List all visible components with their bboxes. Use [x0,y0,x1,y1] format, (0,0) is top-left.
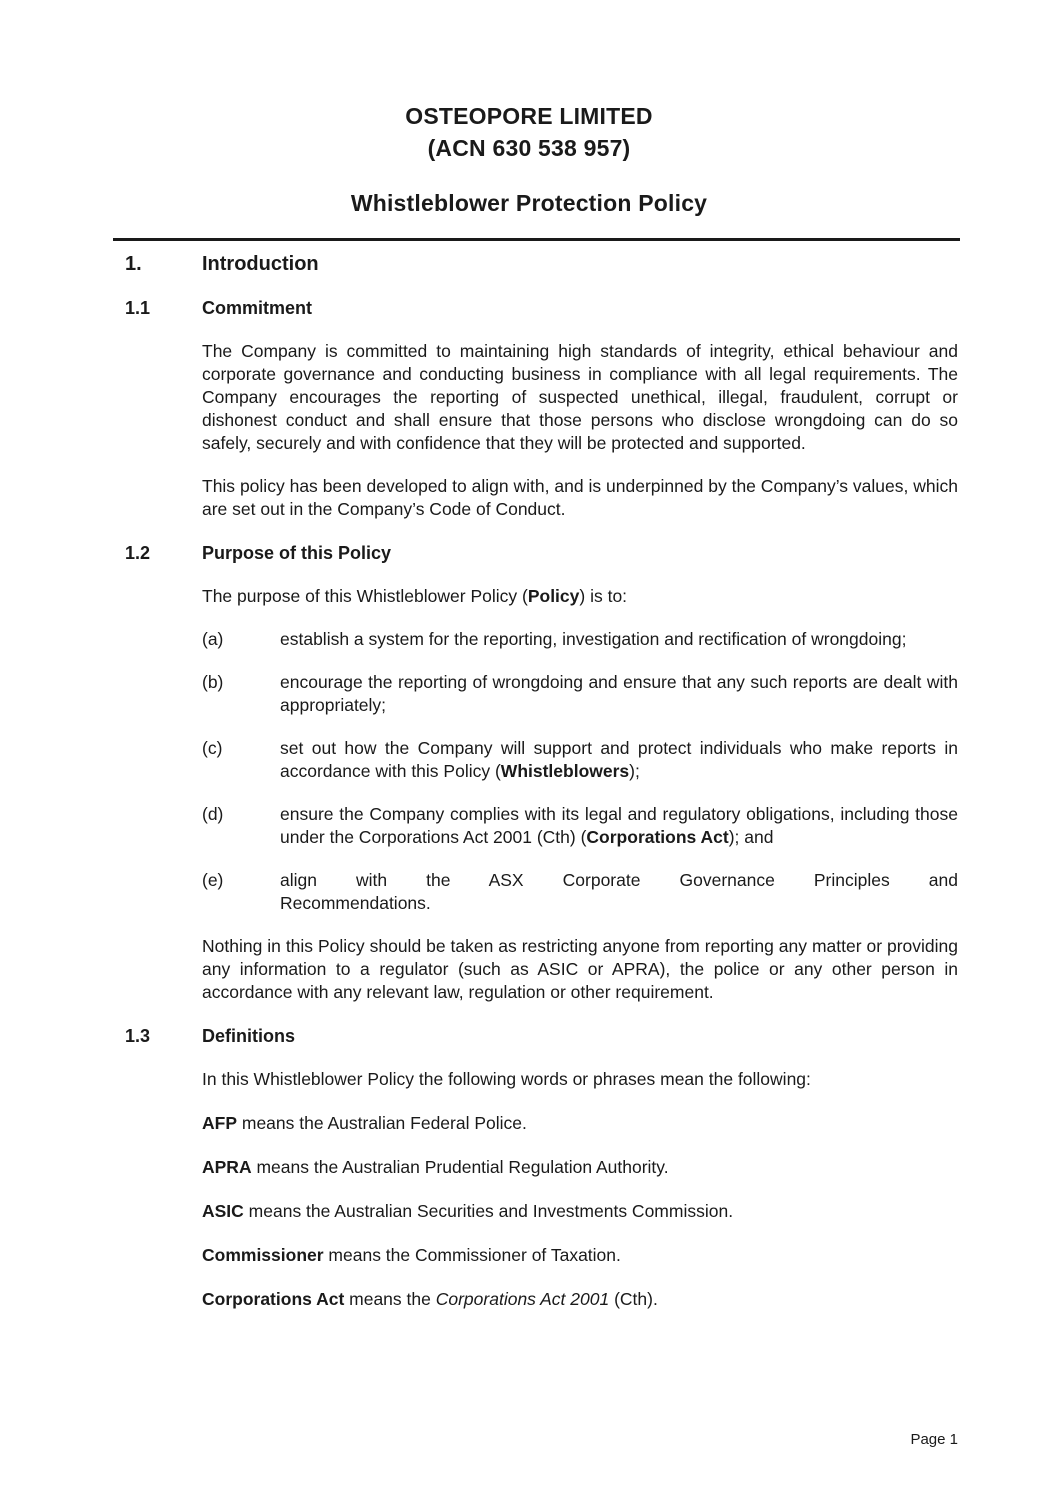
definitions-intro: In this Whistleblower Policy the following words or phrases mean the following: [202,1069,811,1089]
purpose-item-c [202,737,958,783]
company-name: OSTEOPORE LIMITED [405,103,653,129]
definition-corporations-act: Corporations Act means the Corporations Act 2001 (Cth). [202,1289,658,1309]
purpose-intro: The purpose of this Whistleblower Policy (Policy) is to: [202,586,628,606]
section-1-1-title: Commitment [202,298,313,318]
item-body: ensure the Company complies with its legal and regulatory obligations, including those under the Corporations Act 2001 (Cth) (Corporations Act); and [280,804,958,847]
section-1-number: 1. [125,253,142,275]
commitment-paragraph-2: This policy has been developed to align with, and is underpinned by the Company’s values, which are set out in the Company’s Code of Conduct. [202,476,958,519]
document-title: Whistleblower Protection Policy [350,190,708,216]
section-1-3-title: Definitions [202,1026,295,1046]
document-body [0,252,1058,1311]
section-1-3-number: 1.3 [125,1026,151,1046]
purpose-item-d [202,803,958,849]
item-label: (c) [202,738,223,758]
item-label: (e) [202,870,224,890]
section-1-1-number: 1.1 [125,298,151,318]
purpose-closing-paragraph: Nothing in this Policy should be taken as restricting anyone from reporting any matter or providing any information to a regulator (such as ASIC or APRA), the police or any other person in accordance with any relevant law, regulation or other requirement. [202,936,958,1002]
commitment-paragraph-1: The Company is committed to maintaining high standards of integrity, ethical behaviour and corporate governance and conducting business in compliance with all legal requirements. The Company encourages the reporting of suspected unethical, illegal, fraudulent, corrupt or dishonest conduct and shall ensure that those persons who disclose wrongdoing can do so safely, securely and with confidence that they will be protected and supported. [202,341,958,453]
company-acn: (ACN 630 538 957) [427,135,631,161]
item-label: (b) [202,672,224,692]
document-header [0,0,1058,215]
definition-commissioner: Commissioner means the Commissioner of Taxation. [202,1245,621,1265]
purpose-item-b [202,671,958,717]
item-body: establish a system for the reporting, investigation and rectification of wrongdoing; [280,629,907,649]
header-divider [113,238,960,241]
page-number: Page 1 [910,1431,958,1448]
definition-apra: APRA means the Australian Prudential Regulation Authority. [202,1157,669,1177]
item-body: set out how the Company will support and protect individuals who make reports in accordance with this Policy (Whistleblowers); [280,738,958,781]
section-1-3-heading [125,1024,958,1048]
definition-afp: AFP means the Australian Federal Police. [202,1113,527,1133]
item-body: align with the ASX Corporate Governance Principles and Recommendations. [280,870,958,913]
section-1-2-heading [125,541,958,565]
section-1-2-number: 1.2 [125,543,151,563]
purpose-item-e [202,869,958,915]
section-1-title: Introduction [202,253,319,275]
section-1-1-heading [125,296,958,320]
item-label: (d) [202,804,224,824]
definition-asic: ASIC means the Australian Securities and Investments Commission. [202,1201,734,1221]
item-body: encourage the reporting of wrongdoing and ensure that any such reports are dealt with appropriately; [280,672,958,715]
purpose-item-a [202,628,958,651]
section-1-heading [125,252,958,276]
item-label: (a) [202,629,224,649]
section-1-2-title: Purpose of this Policy [202,543,392,563]
